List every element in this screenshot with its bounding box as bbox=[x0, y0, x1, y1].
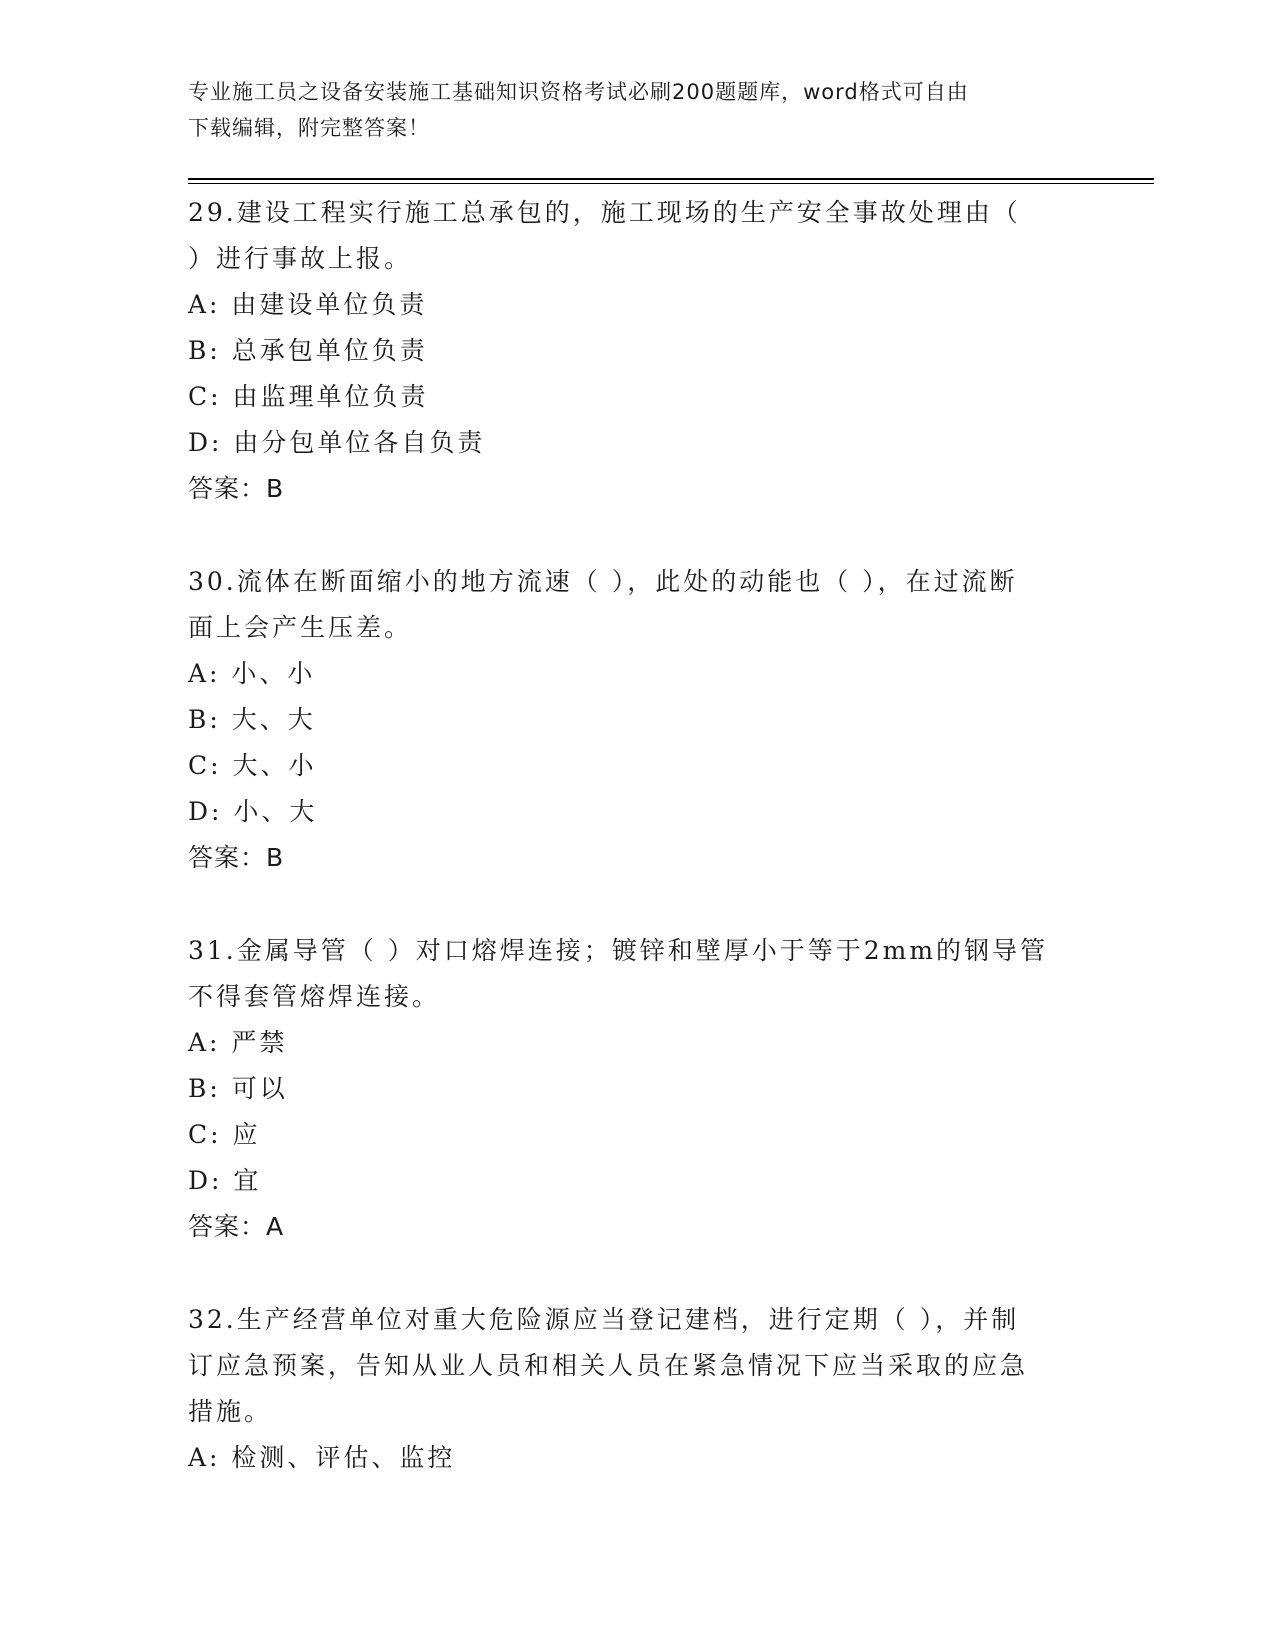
question-text bbox=[188, 559, 1088, 651]
header-line-2: 下载编辑，附完整答案！ bbox=[188, 116, 430, 140]
option-a: A: 检测、评估、监控 bbox=[188, 1443, 456, 1472]
answer: 答案：B bbox=[188, 474, 285, 503]
option-d: D: 小、大 bbox=[188, 797, 318, 826]
option-a: A: 小、小 bbox=[188, 659, 316, 688]
question-text-line: 32.生产经营单位对重大危险源应当登记建档，进行定期（ ），并制 bbox=[188, 1305, 1020, 1334]
answer: 答案：A bbox=[188, 1212, 285, 1241]
option-d: D: 由分包单位各自负责 bbox=[188, 428, 486, 457]
option-d: D: 宜 bbox=[188, 1166, 262, 1195]
question-text-line: 30.流体在断面缩小的地方流速（ ），此处的动能也（ ），在过流断 bbox=[188, 567, 1018, 596]
question-text bbox=[188, 190, 1088, 282]
question-31 bbox=[188, 928, 1088, 1250]
question-30 bbox=[188, 559, 1088, 881]
question-text-line: 不得套管熔焊连接。 bbox=[188, 982, 441, 1011]
header-line-1: 专业施工员之设备安装施工基础知识资格考试必刷200题题库，word格式可自由 bbox=[188, 80, 969, 104]
option-b: B: 大、大 bbox=[188, 705, 316, 734]
header-rule-thick bbox=[188, 178, 1154, 180]
option-c: C: 由监理单位负责 bbox=[188, 382, 429, 411]
question-text bbox=[188, 1297, 1088, 1435]
option-b: B: 总承包单位负责 bbox=[188, 336, 428, 365]
question-32 bbox=[188, 1297, 1088, 1481]
question-list bbox=[188, 190, 1088, 1528]
question-text bbox=[188, 928, 1088, 1020]
question-text-line: ）进行事故上报。 bbox=[188, 244, 413, 273]
option-c: C: 应 bbox=[188, 1120, 261, 1149]
question-text-line: 29.建设工程实行施工总承包的，施工现场的生产安全事故处理由（ bbox=[188, 198, 1021, 227]
option-c: C: 大、小 bbox=[188, 751, 317, 780]
question-text-line: 措施。 bbox=[188, 1397, 273, 1426]
option-a: A: 由建设单位负责 bbox=[188, 290, 428, 319]
option-a: A: 严禁 bbox=[188, 1028, 288, 1057]
answer: 答案：B bbox=[188, 843, 285, 872]
question-text-line: 31.金属导管（ ）对口熔焊连接；镀锌和壁厚小于等于2mm的钢导管 bbox=[188, 936, 1049, 965]
question-text-line: 订应急预案，告知从业人员和相关人员在紧急情况下应当采取的应急 bbox=[188, 1351, 1029, 1380]
question-text-line: 面上会产生压差。 bbox=[188, 613, 413, 642]
question-29 bbox=[188, 190, 1088, 512]
header-rule-thin bbox=[188, 183, 1154, 184]
option-b: B: 可以 bbox=[188, 1074, 288, 1103]
document-header bbox=[188, 74, 1068, 146]
